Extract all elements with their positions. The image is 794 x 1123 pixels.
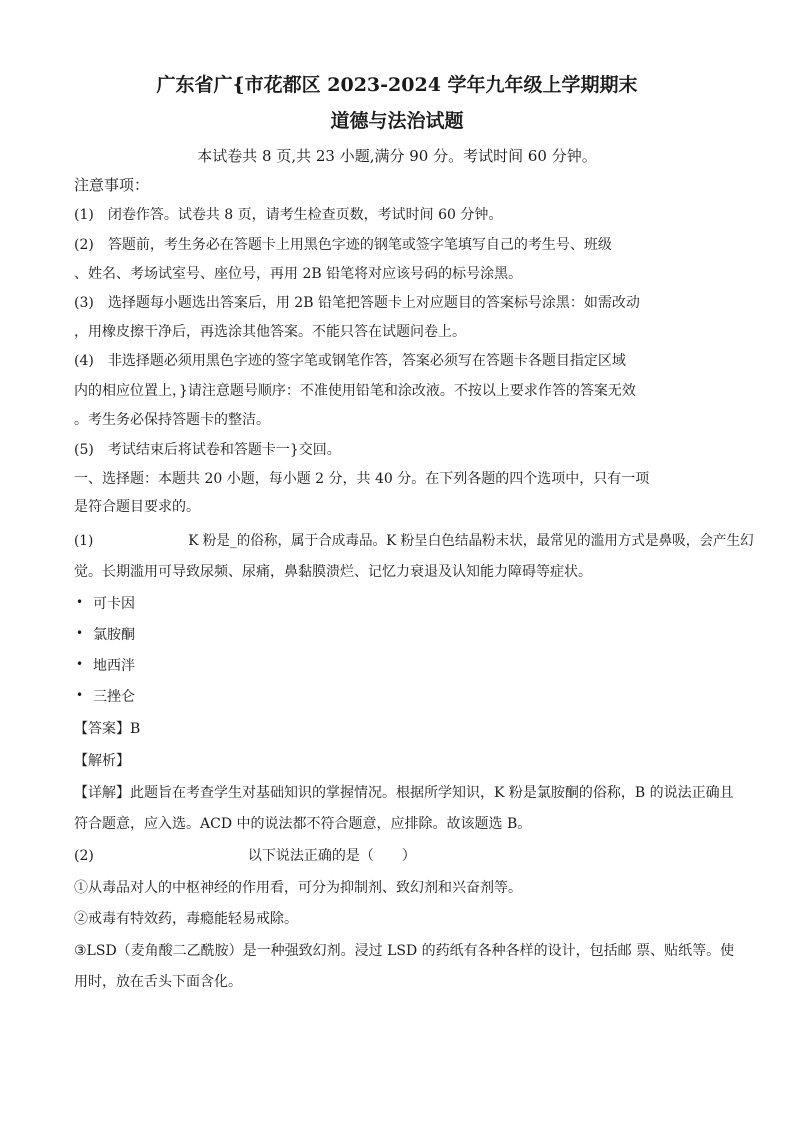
note-line: (1) 闭卷作答。试卷共 8 页，请考生检查页数，考试时间 60 分钟。 [74,207,503,223]
note-line: 。考生务必保持答题卡的整洁。 [74,412,270,428]
statement-3-cont: 用时，放在舌头下面含化。 [74,974,242,990]
statement-1: ①从毒品对人的中枢神经的作用看，可分为抑制剂、致幻剂和兴奋剂等。 [74,880,522,896]
analysis-label: 【解析】 [74,753,130,769]
detail-text: 【详解】此题旨在考查学生对基础知识的掌握情况。根据所学知识，K 粉是氯胺酮的俗称，B 的说法正确且 [74,785,734,801]
statement-3: ③LSD（麦角酸二乙酰胺）是一种强致幻剂。浸过 LSD 的药纸有各种各样的设计，包括邮 票、贴纸等。使 [74,943,735,959]
bullet-icon: • [76,688,84,702]
option-d: 三挫仑 [93,689,135,705]
note-line: (2) 答题前，考生务必在答题卡上用黑色字迹的钢笔或签字笔填写自己的考生号、班级 [74,237,612,253]
option-c: 地西泮 [93,658,135,674]
section-heading: 一、选择题：本题共 20 小题，每小题 2 分，共 40 分。在下列各题的四个选项中，只有一项 [74,471,650,487]
notes-header: 注意事项： [74,176,150,194]
note-line: (4) 非选择题必须用黑色字迹的签字笔或钢笔作答，答案必须写在答题卡各题目指定区域 [74,353,626,369]
note-line: 、姓名、考场试室号、座位号，再用 2B 铅笔将对应该号码的标号涂黑。 [74,266,523,282]
question-1-stem: (1) K 粉是_的俗称，属于合成毒品。K 粉呈白色结晶粉末状，最常见的滥用方式是鼻吸，会产生幻 [74,533,754,549]
question-1-stem: 觉。长期滥用可导致尿频、尿痛，鼻黏膜溃烂、记忆力衰退及认知能力障碍等症状。 [74,564,592,580]
exam-subject-title: 道德与法治试题 [330,110,464,132]
note-line: (3) 选择题每小题选出答案后，用 2B 铅笔把答题卡上对应题目的答案标号涂黑：如需改动 [74,295,640,311]
bullet-icon: • [76,595,84,609]
bullet-icon: • [76,657,84,671]
bullet-icon: • [76,626,84,640]
answer-label: 【答案】B [74,721,141,737]
note-line: (5) 考试结束后将试卷和答题卡一}交回。 [74,442,341,458]
option-b: 氯胺酮 [93,627,135,643]
statement-2: ②戒毒有特效药，毒瘾能轻易戒除。 [74,911,298,927]
option-a: 可卡因 [93,596,135,612]
exam-info: 本试卷共 8 页,共 23 小题,满分 90 分。考试时间 60 分钟。 [197,147,597,165]
question-2-stem: (2) 以下说法正确的是（ ） [74,848,416,864]
detail-text: 符合题意，应入选。ACD 中的说法都不符合题意，应排除。故该题选 B。 [74,816,532,832]
note-line: ，用橡皮擦干净后，再选涂其他答案。不能只答在试题问卷上。 [74,324,466,340]
note-line: 内的相应位置上，}请注意题号顺序：不准使用铅笔和涂改液。不按以上要求作答的答案无效 [74,383,636,399]
section-heading: 是符合题目要求的。 [74,499,200,515]
exam-title: 广东省广{市花都区 2023-2024 学年九年级上学期期末 [156,74,638,96]
